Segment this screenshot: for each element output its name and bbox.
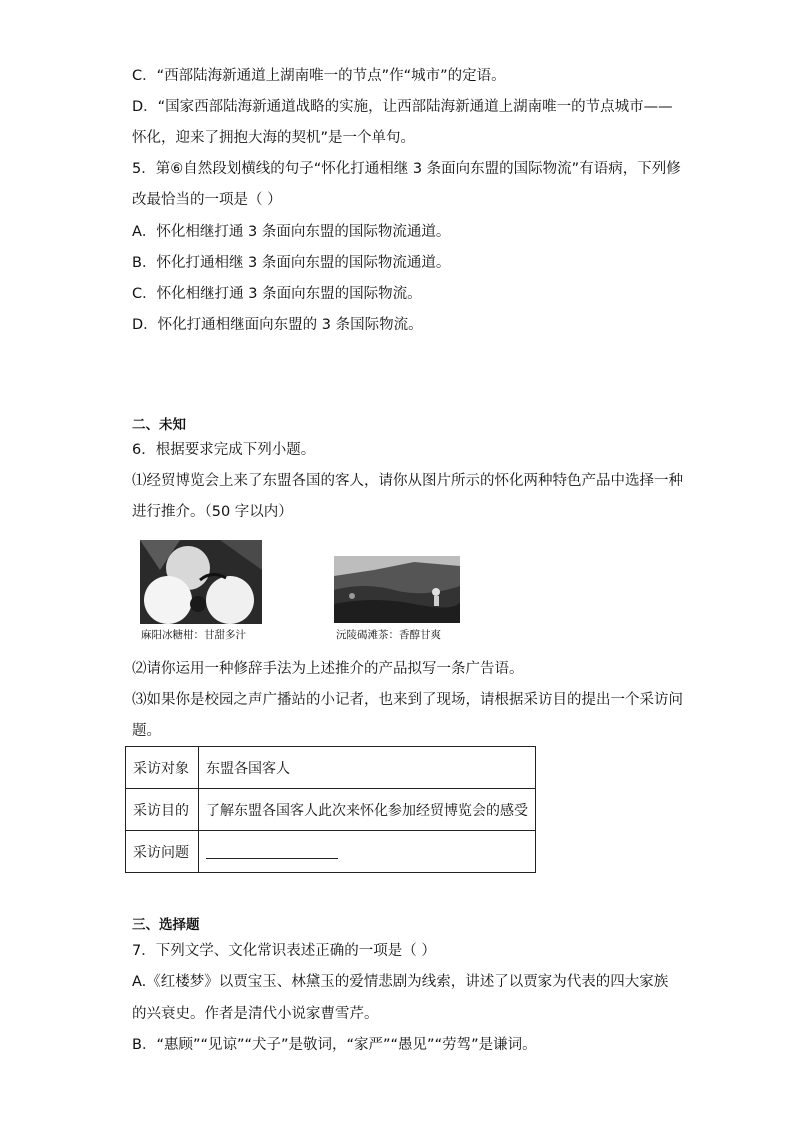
- q6-part1-line1: ⑴经贸博览会上来了东盟各国的客人，请你从图片所示的怀化两种特色产品中选择一种: [132, 473, 683, 489]
- q5-option-d: D．怀化打通相继面向东盟的 3 条国际物流。: [132, 317, 423, 333]
- interview-question-label: 采访问题: [126, 831, 199, 873]
- section-2-heading: 二、未知: [132, 417, 186, 433]
- q6-part3-line1: ⑶如果你是校园之声广播站的小记者，也来到了现场，请根据采访目的提出一个采访问: [132, 692, 683, 708]
- interview-purpose-label: 采访目的: [126, 789, 199, 831]
- question-5-line1: 5．第⑥自然段划横线的句子“怀化打通相继 3 条面向东盟的国际物流”有语病，下列修: [132, 161, 681, 177]
- question-7: 7．下列文学、文化常识表述正确的一项是（ ）: [132, 943, 436, 959]
- question-6: 6．根据要求完成下列小题。: [132, 442, 316, 458]
- interview-table: [125, 746, 536, 873]
- option-c-prev: C．“西部陆海新通道上湖南唯一的节点”作“城市”的定语。: [132, 68, 506, 84]
- q6-part1-line2: 进行推介。（50 字以内）: [132, 504, 293, 520]
- section-3-heading: 三、选择题: [132, 917, 200, 933]
- q6-part3-line2: 题。: [132, 723, 161, 739]
- q5-option-a: A．怀化相继打通 3 条面向东盟的国际物流通道。: [132, 224, 451, 240]
- table-row: [126, 747, 536, 789]
- q7-option-a-line2: 的兴衰史。作者是清代小说家曹雪芹。: [132, 1006, 379, 1022]
- option-d-prev-line1: D．“国家西部陆海新通道战略的实施，让西部陆海新通道上湖南唯一的节点城市——: [132, 99, 673, 115]
- interview-purpose-value: 了解东盟各国客人此次来怀化参加经贸博览会的感受: [199, 789, 536, 831]
- oranges-photo: [140, 540, 262, 624]
- question-5-line2: 改最恰当的一项是（ ）: [132, 192, 282, 208]
- q5-option-b: B．怀化打通相继 3 条面向东盟的国际物流通道。: [132, 255, 451, 271]
- option-d-prev-line2: 怀化，迎来了拥抱大海的契机”是一个单句。: [132, 130, 416, 146]
- answer-blank-line[interactable]: [206, 844, 338, 859]
- oranges-illustration: [140, 540, 262, 624]
- q7-option-b: B．“惠顾”“见谅”“犬子”是敬词，“家严”“愚见”“劳驾”是谦词。: [132, 1037, 537, 1053]
- q6-part2: ⑵请你运用一种修辞手法为上述推介的产品拟写一条广告语。: [132, 661, 524, 677]
- q5-option-c: C．怀化相继打通 3 条面向东盟的国际物流。: [132, 286, 422, 302]
- interview-target-label: 采访对象: [126, 747, 199, 789]
- interview-target-value: 东盟各国客人: [199, 747, 536, 789]
- table-row: [126, 831, 536, 873]
- tea-field-photo: [334, 556, 460, 623]
- q7-option-a-line1: A.《红楼梦》以贾宝玉、林黛玉的爱情悲剧为线索，讲述了以贾家为代表的四大家族: [132, 974, 669, 990]
- table-row: [126, 789, 536, 831]
- interview-question-cell[interactable]: [199, 831, 536, 873]
- oranges-caption: 麻阳冰糖柑：甘甜多汁: [141, 629, 246, 641]
- tea-field-illustration: [334, 556, 460, 623]
- tea-caption: 沅陵碣滩茶：香醇甘爽: [336, 629, 441, 641]
